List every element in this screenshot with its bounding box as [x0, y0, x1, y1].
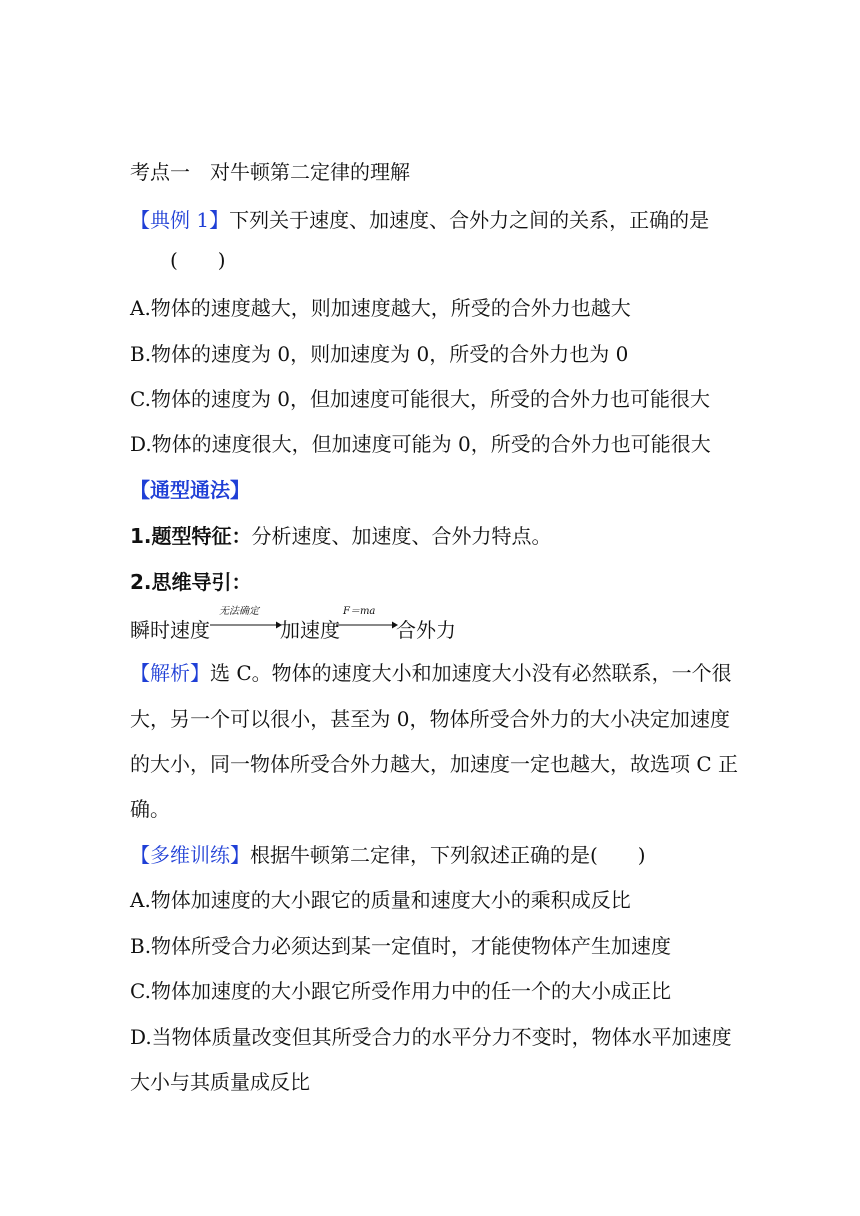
example-stem: 下列关于速度、加速度、合外力之间的关系，正确的是	[229, 208, 710, 232]
practice-stem-line	[130, 843, 646, 867]
analysis-line-1	[130, 661, 730, 685]
analysis-tag: 【解析】	[130, 661, 210, 685]
method-item-1	[130, 524, 552, 548]
method-item-2-label: 2.思维导引：	[130, 570, 252, 594]
example-paren-line	[130, 248, 226, 272]
practice-option-d: D.当物体质量改变但其所受合力的水平分力不变时，物体水平加速度	[130, 1025, 732, 1049]
practice-option-a: A.物体加速度的大小跟它的质量和速度大小的乘积成反比	[130, 888, 631, 912]
method-item-1-text: 分析速度、加速度、合外力特点。	[251, 524, 552, 548]
practice-option-d-cont: 大小与其质量成反比	[130, 1070, 310, 1094]
flow-arrow-1-label: 无法确定	[219, 606, 259, 617]
analysis-line-2: 大，另一个可以很小，甚至为 0，物体所受合外力的大小决定加速度	[130, 707, 730, 731]
method-tag: 【通型通法】	[130, 478, 250, 502]
flow-arrow-2-icon	[336, 620, 398, 630]
flow-arrow-2-label: F＝ma	[343, 606, 376, 617]
example-answer-blank: ( )	[170, 248, 226, 272]
example-option-b: B.物体的速度为 0，则加速度为 0，所受的合外力也为 0	[130, 342, 629, 366]
example-stem-line	[130, 208, 709, 232]
flow-arrow-1-icon	[210, 620, 282, 630]
practice-stem: 根据牛顿第二定律，下列叙述正确的是( )	[250, 843, 646, 867]
method-item-1-label: 1.题型特征：	[130, 524, 252, 548]
example-option-d: D.物体的速度很大，但加速度可能为 0，所受的合外力也可能很大	[130, 432, 711, 456]
thinking-flow-diagram	[130, 606, 730, 650]
analysis-line-4: 确。	[130, 797, 170, 821]
section-title: 考点一 对牛顿第二定律的理解	[130, 160, 410, 184]
example-option-c: C.物体的速度为 0，但加速度可能很大，所受的合外力也可能很大	[130, 387, 711, 411]
example-option-a: A.物体的速度越大，则加速度越大，所受的合外力也越大	[130, 296, 631, 320]
flow-node-net-force: 合外力	[396, 618, 456, 642]
analysis-text-1: 选 C。物体的速度大小和加速度大小没有必然联系，一个很	[210, 661, 732, 685]
practice-option-c: C.物体加速度的大小跟它所受作用力中的任一个的大小成正比	[130, 979, 671, 1003]
practice-tag: 【多维训练】	[130, 843, 250, 867]
flow-node-acceleration: 加速度	[280, 618, 340, 642]
analysis-line-3: 的大小，同一物体所受合外力越大，加速度一定也越大，故选项 C 正	[130, 752, 739, 776]
example-tag: 【典例 1】	[130, 208, 230, 232]
practice-option-b: B.物体所受合力必须达到某一定值时，才能使物体产生加速度	[130, 934, 672, 958]
flow-node-velocity: 瞬时速度	[130, 618, 210, 642]
